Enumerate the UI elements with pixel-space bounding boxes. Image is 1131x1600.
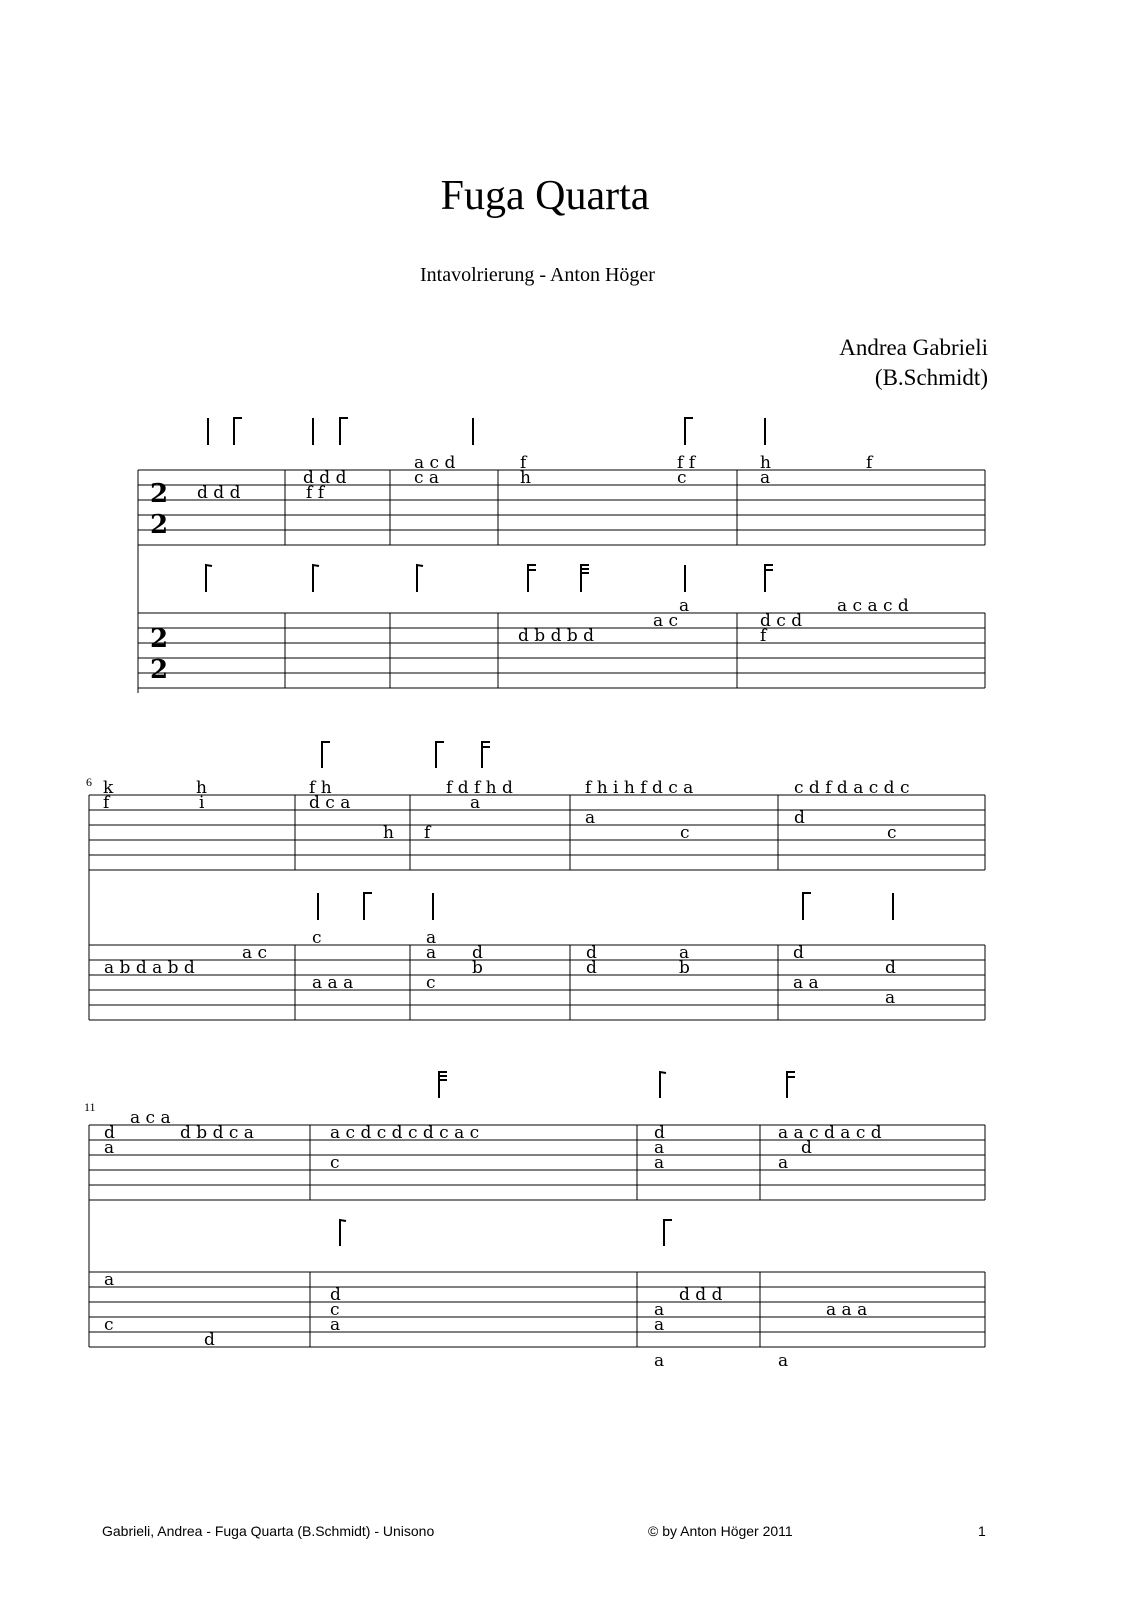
tab-text: c a [414,468,440,488]
measure-number-6: 6 [86,775,92,789]
tab-text: a [426,943,437,963]
tab-text: d [654,1123,665,1143]
staff-system-1-upper [138,470,985,545]
page-title: Fuga Quarta [440,173,650,219]
composer-name: Andrea Gabrieli [839,335,988,360]
footer-left: Gabrieli, Andrea - Fuga Quarta (B.Schmidt) - Unisono [102,1523,435,1539]
tab-text: a [426,928,437,948]
tab-text: a [470,793,481,813]
tab-text: c [680,823,690,843]
tab-text: d [885,958,896,978]
tab-text: d [586,958,597,978]
footer-copyright: © by Anton Höger 2011 [648,1523,793,1539]
staff-system-2-lower [89,945,985,1020]
tab-text: a [778,1351,789,1371]
tab-text: d d d [679,1285,723,1305]
staff-system-1-lower [138,613,985,688]
tab-text: a [885,988,896,1008]
tab-text: c [104,1315,114,1335]
tab-text: a b d a b d [104,958,195,978]
tab-text: h [520,468,531,488]
tab-text: f [424,823,431,843]
tab-text: f f [306,483,324,503]
tab-text: i [199,793,205,813]
measure-number-11: 11 [84,1100,96,1114]
tab-text: d [330,1285,341,1305]
tab-text: a [654,1300,665,1320]
tab-text: a [585,808,596,828]
tab-text: f [760,626,767,646]
tab-text: a c a [130,1108,171,1128]
tab-text: a c a c d [837,596,909,616]
tab-text: d d d [303,468,347,488]
time-sig-bottom-1: 2 [150,510,169,540]
tab-text: a [778,1153,789,1173]
rhythm-flags [206,418,896,1246]
tab-text: f [103,793,110,813]
tab-text: c [426,973,436,993]
tab-text: c [330,1300,340,1320]
tab-text: f d f h d [446,778,513,798]
time-sig-top-1: 2 [150,479,169,509]
tab-text: a [330,1315,341,1335]
tab-text: d [204,1330,215,1350]
tab-text: d [472,943,483,963]
tab-text: a [654,1351,665,1371]
tab-text: c [677,468,687,488]
tab-text: f h i h f d c a [585,778,694,798]
tab-text: a [760,468,771,488]
tab-text: b [472,958,483,978]
tab-text: h [196,778,207,798]
tab-text: a a c d a c d [778,1123,882,1143]
tab-text: d d d [197,483,241,503]
tab-text: d [793,943,804,963]
time-signatures [150,479,168,685]
tab-text: a [104,1138,115,1158]
tab-text: a a a [826,1300,868,1320]
staff-system-2-upper [89,795,985,870]
tab-text: f f [677,453,695,473]
subtitle: Intavolrierung - Anton Höger [420,264,655,286]
tab-text: f [866,453,873,473]
tab-text: a [654,1315,665,1335]
time-sig-top-2: 2 [150,624,169,654]
tab-text: a [679,596,690,616]
time-sig-bottom-2: 2 [150,655,169,685]
tab-text: d b d c a [180,1123,254,1143]
tab-text: f [520,453,527,473]
tab-text: d [104,1123,115,1143]
tab-text: c [312,928,322,948]
tab-text: c d f d a c d c [794,778,910,798]
tab-text: a [654,1138,665,1158]
page-number: 1 [978,1523,986,1539]
tab-text: c [330,1153,340,1173]
tab-text: b [679,958,690,978]
tab-text: a [654,1153,665,1173]
tab-text: k [103,778,114,798]
tab-text: a c [653,611,679,631]
tab-text: a c [242,943,268,963]
tab-text: a c d c d c d c a c [330,1123,480,1143]
tab-text: a [679,943,690,963]
tab-text: d [586,943,597,963]
tab-text: d c d [760,611,803,631]
tab-text: h [760,453,771,473]
tab-text: a a a [312,973,354,993]
tab-text: d c a [309,793,351,813]
tab-text: h [383,823,394,843]
tab-text: d [801,1138,812,1158]
tab-text: d b d b d [518,626,595,646]
tablature-letters [103,453,909,1371]
tab-text: a a [793,973,819,993]
tab-text: d [794,808,805,828]
arranger-name: (B.Schmidt) [874,365,988,390]
tab-text: a [104,1270,115,1290]
tab-text: c [887,823,897,843]
tab-text: f h [309,778,332,798]
tab-text: a c d [414,453,456,473]
